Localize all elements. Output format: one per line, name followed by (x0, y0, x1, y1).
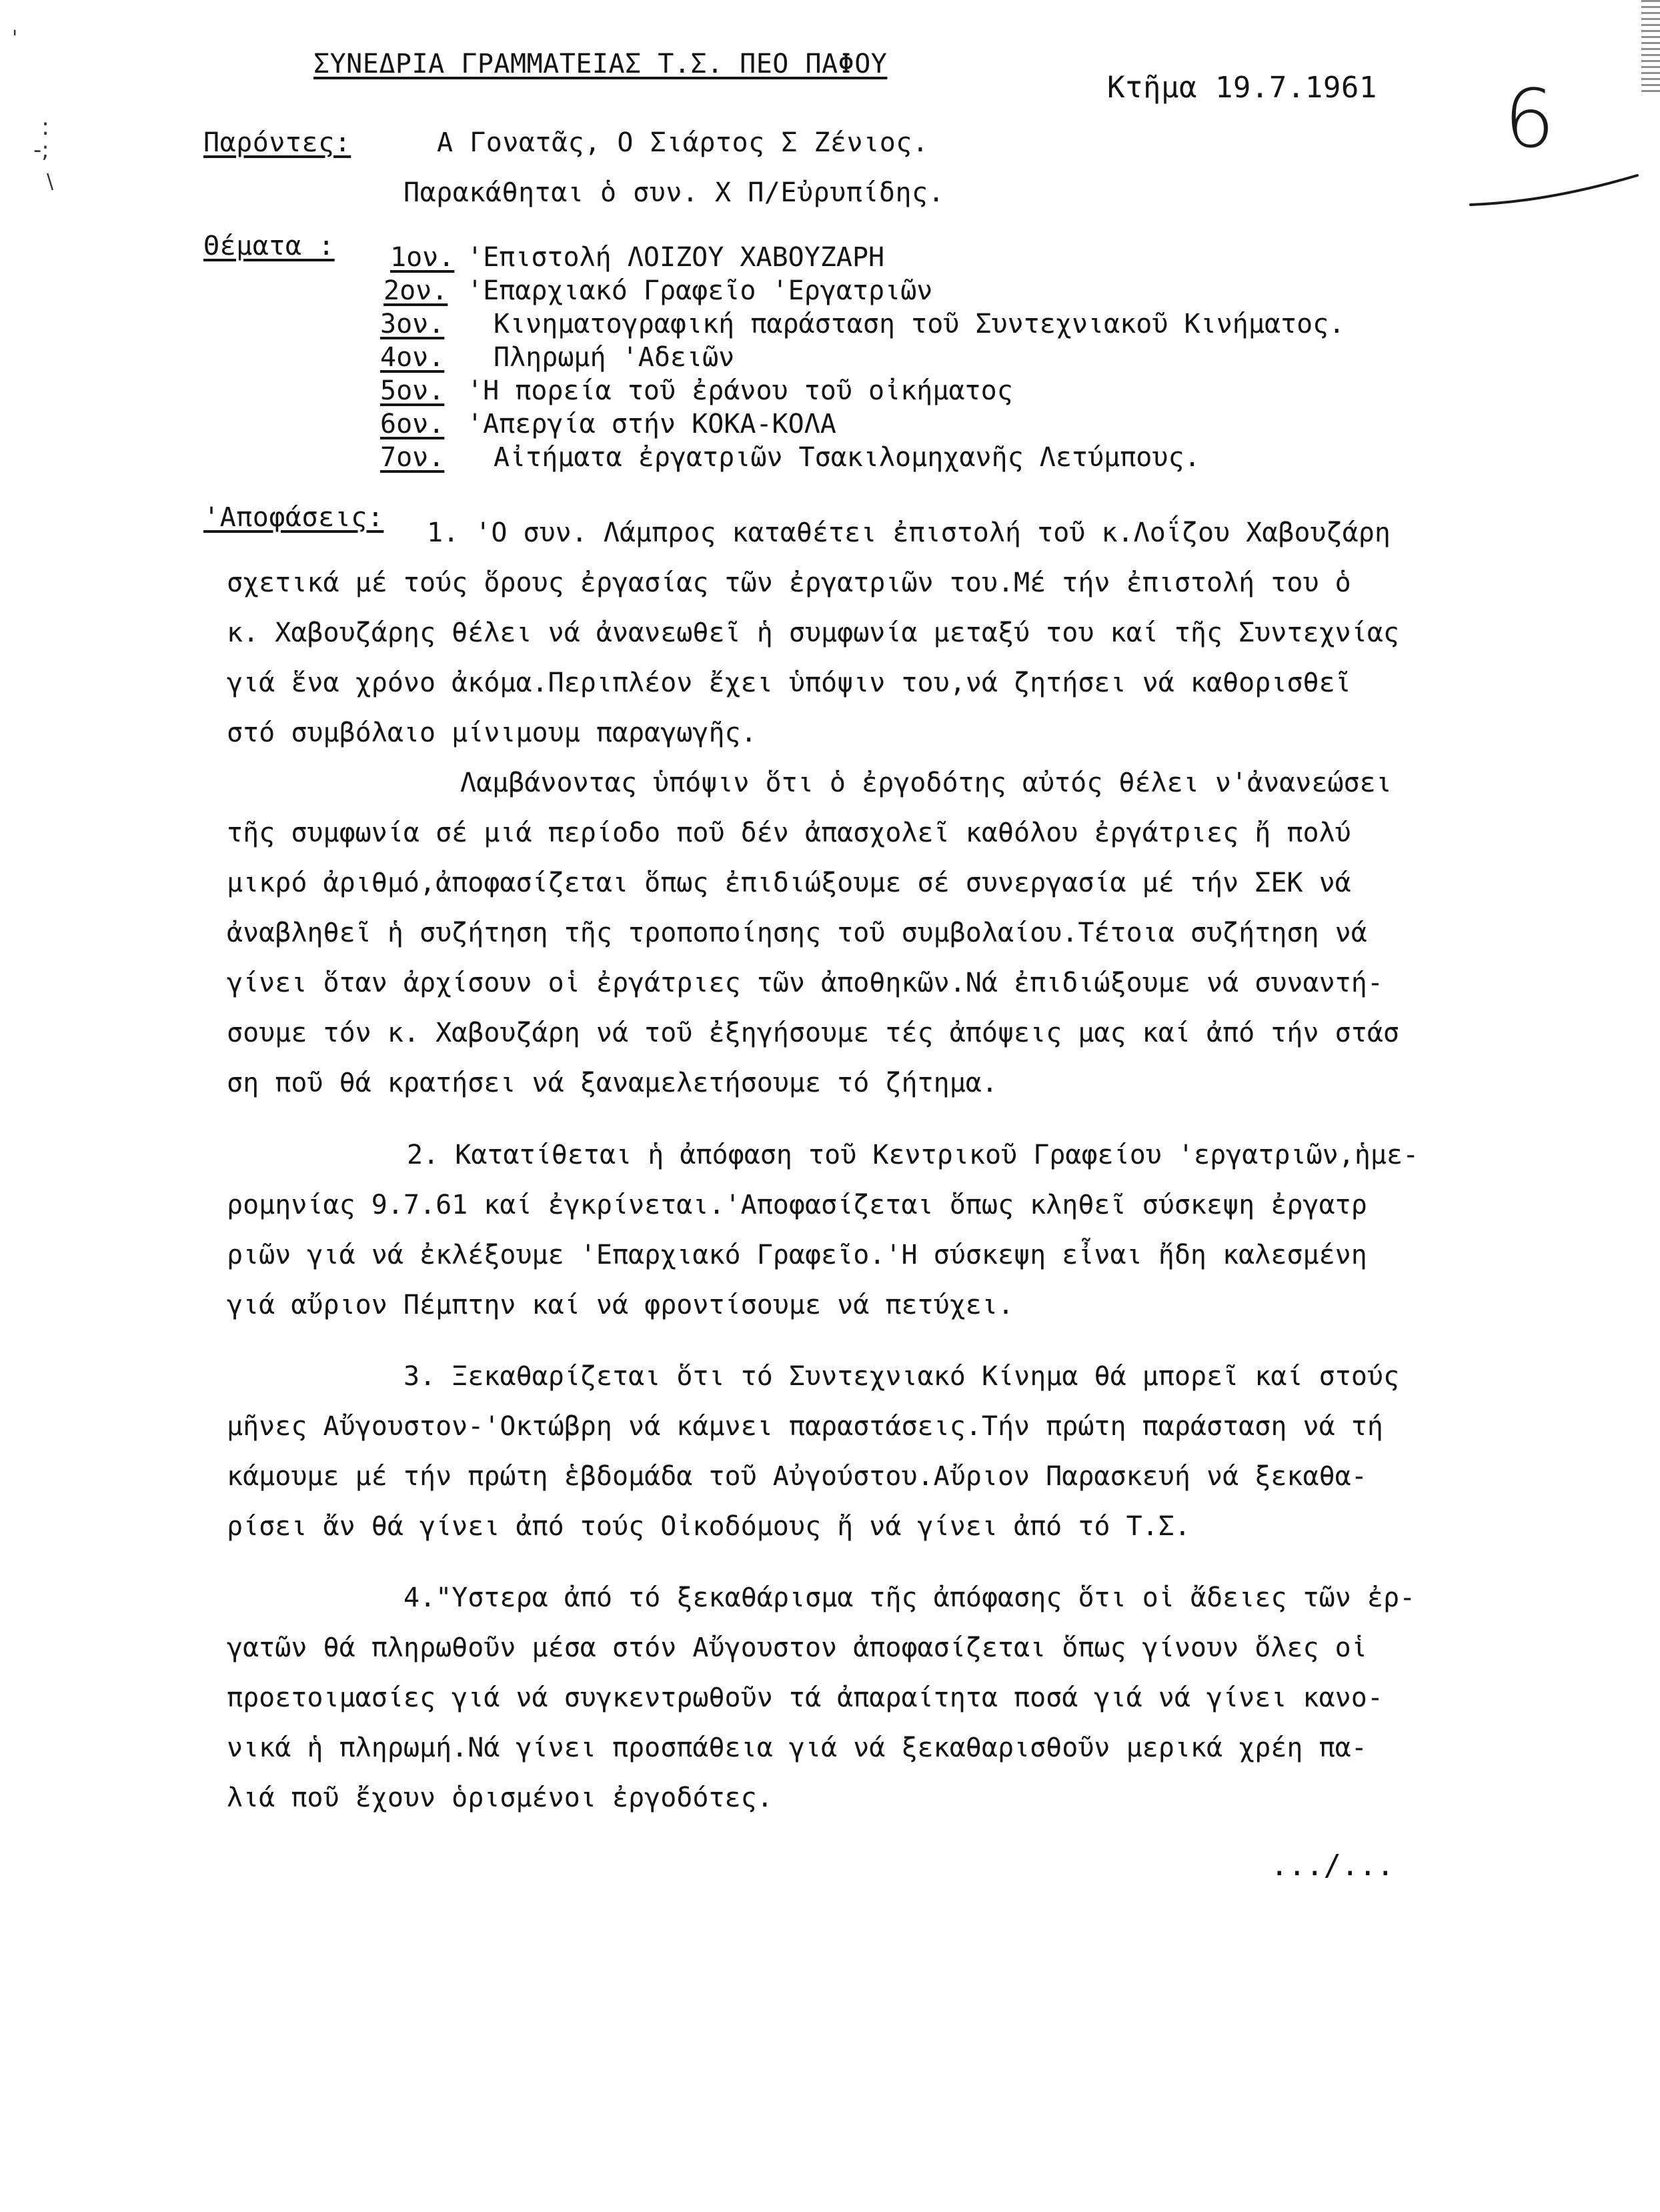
topic-number: 1ον. (390, 242, 455, 273)
topic-number: 2ον. (383, 275, 448, 306)
topic-number: 5ον. (380, 375, 445, 406)
place-date: Κτῆμα 19.7.1961 (1107, 71, 1377, 105)
paragraph-line: γιά αὔριον Πέμπτην καί νά φροντίσουμε νά πετύχει. (227, 1290, 1014, 1320)
also-present-line: Παρακάθηται ὁ συν. Χ Π/Εὐρυπίδης. (403, 177, 945, 208)
present-label: Παρόντες: (203, 127, 351, 158)
decisions-label: 'Αποφάσεις: (203, 502, 384, 533)
topic-text: 'Επιστολή ΛΟΙΖΟΥ ΧΑΒΟΥΖΑΡΗ (467, 242, 885, 273)
punch-hole-mark: \ (47, 170, 54, 193)
paragraph-line: 2. Κατατίθεται ἡ ἀπόφαση τοῦ Κεντρικοῦ Γραφείου 'εργατριῶν,ἡμε- (407, 1140, 1419, 1170)
topic-text: Πληρωμή 'Αδειῶν (494, 342, 735, 373)
scan-edge-artifact (1641, 0, 1660, 93)
paragraph-line: ἀναβληθεῖ ἡ συζήτηση τῆς τροποποίησης τοῦ συμβολαίου.Τέτοια συζήτηση νά (227, 918, 1367, 948)
continued-marker: .../... (1271, 1849, 1395, 1883)
paragraph-line: ση ποῦ θά κρατήσει νά ξαναμελετήσουμε τό ζήτημα. (227, 1068, 998, 1098)
paragraph-line: ριῶν γιά νά ἐκλέξουμε 'Επαρχιακό Γραφεῖο.'Η σύσκεψη εἶναι ἤδη καλεσμένη (227, 1240, 1367, 1270)
present-names: Α Γονατᾶς, Ο Σιάρτος Σ Ζένιος. (437, 127, 929, 158)
paragraph-line: κ. Χαβουζάρης θέλει νά ἀνανεωθεῖ ἡ συμφωνία μεταξύ του καί τῆς Συντεχνίας (227, 618, 1399, 648)
topic-text: Αἰτήματα ἐργατριῶν Τσακιλομηχανῆς Λετύμπους. (494, 442, 1200, 473)
topic-text: 'Επαρχιακό Γραφεῖο 'Εργατριῶν (467, 275, 933, 306)
paragraph-line: 3. Ξεκαθαρίζεται ὅτι τό Συντεχνιακό Κίνημα θά μπορεῖ καί στούς (403, 1361, 1400, 1392)
topics-label: Θέματα : (203, 231, 335, 261)
paragraph-line: λιά ποῦ ἔχουν ὁρισμένοι ἐργοδότες. (227, 1783, 773, 1813)
paragraph-line: 4."Υστερα ἀπό τό ξεκαθάρισμα τῆς ἀπόφασης ὅτι οἱ ἄδειες τῶν ἐρ- (403, 1582, 1416, 1613)
scan-speck-mark: ' (12, 27, 18, 50)
handwritten-pen-stroke (1467, 170, 1641, 210)
paragraph-line: νικά ἡ πληρωμή.Νά γίνει προσπάθεια γιά νά ξεκαθαρισθοῦν μερικά χρέη πα- (227, 1733, 1367, 1763)
paragraph-line: στό συμβόλαιο μίνιμουμ παραγωγῆς. (227, 718, 757, 748)
topic-text: Κινηματογραφική παράσταση τοῦ Συντεχνιακοῦ Κινήματος. (494, 309, 1345, 339)
topic-text: 'Απεργία στήν ΚΟΚΑ-ΚΟΛΑ (467, 409, 836, 439)
topic-number: 3ον. (380, 309, 445, 339)
paragraph-line: γίνει ὅταν ἀρχίσουν οἱ ἐργάτριες τῶν ἀποθηκῶν.Νά ἐπιδιώξουμε νά συναντή- (227, 968, 1383, 998)
paragraph-line: κάμουμε μέ τήν πρώτη ἑβδομάδα τοῦ Αὐγούστου.Αὔριον Παρασκευή νά ξεκαθα- (227, 1461, 1367, 1492)
paragraph-line: ρομηνίας 9.7.61 καί ἐγκρίνεται.'Αποφασίζεται ὅπως κληθεῖ σύσκεψη ἐργατρ (227, 1190, 1367, 1220)
paragraph-line: τῆς συμφωνία σέ μιά περίοδο ποῦ δέν ἀπασχολεῖ καθόλου ἐργάτριες ἤ πολύ (227, 818, 1351, 848)
topic-number: 6ον. (380, 409, 445, 439)
topic-text: 'Η πορεία τοῦ ἐράνου τοῦ οἰκήματος (467, 375, 1013, 406)
punch-hole-mark: -; (33, 137, 49, 163)
paragraph-line: Λαμβάνοντας ὑπόψιν ὅτι ὁ ἐργοδότης αὐτός θέλει ν'ἀνανεώσει (460, 768, 1392, 798)
topic-number: 4ον. (380, 342, 445, 373)
handwritten-page-number: 6 (1504, 73, 1555, 166)
paragraph-line: σχετικά μέ τούς ὅρους ἐργασίας τῶν ἐργατριῶν του.Μέ τήν ἐπιστολή του ὁ (227, 568, 1351, 598)
paragraph-line: 1. 'Ο συν. Λάμπρος καταθέτει ἐπιστολή τοῦ κ.Λοΐζου Χαβουζάρη (427, 517, 1391, 548)
paragraph-line: μῆνες Αὔγουστον-'Οκτώβρη νά κάμνει παραστάσεις.Τήν πρώτη παράσταση νά τή (227, 1411, 1383, 1442)
paragraph-line: προετοιμασίες γιά νά συγκεντρωθοῦν τά ἀπαραίτητα ποσά γιά νά γίνει κανο- (227, 1683, 1383, 1713)
paragraph-line: σουμε τόν κ. Χαβουζάρη νά τοῦ ἐξηγήσουμε τές ἀπόψεις μας καί ἀπό τήν στάσ (227, 1018, 1399, 1048)
topic-number: 7ον. (380, 442, 445, 473)
paragraph-line: μικρό ἀριθμό,ἀποφασίζεται ὅπως ἐπιδιώξουμε σέ συνεργασία μέ τήν ΣΕΚ νά (227, 868, 1351, 898)
document-title: ΣΥΝΕΔΡΙΑ ΓΡΑΜΜΑΤΕΙΑΣ Τ.Σ. ΠΕΟ ΠΑΦΟΥ (313, 49, 888, 79)
paragraph-line: γατῶν θά πληρωθοῦν μέσα στόν Αὔγουστον ἀποφασίζεται ὅπως γίνουν ὅλες οἱ (227, 1632, 1367, 1663)
paragraph-line: ρίσει ἄν θά γίνει ἀπό τούς Οἰκοδόμους ἤ νά γίνει ἀπό τό Τ.Σ. (227, 1511, 1190, 1542)
paragraph-line: γιά ἕνα χρόνο ἀκόμα.Περιπλέον ἔχει ὑπόψιν του,νά ζητήσει νά καθορισθεῖ (227, 668, 1351, 698)
punch-hole-mark: : (41, 113, 50, 141)
